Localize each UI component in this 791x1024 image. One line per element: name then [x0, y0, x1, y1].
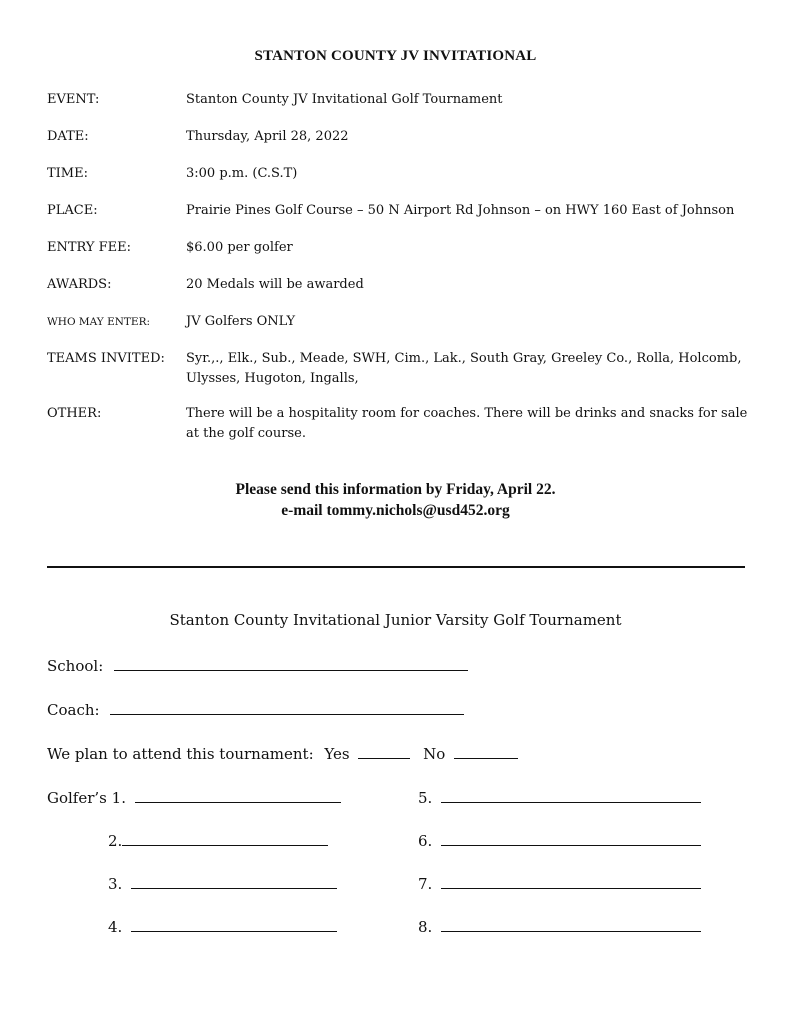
detail-label: WHO MAY ENTER: — [47, 316, 151, 328]
golfer-row-4 — [108, 915, 337, 937]
golfer-number: 4. — [108, 918, 123, 936]
school-field — [47, 654, 468, 676]
detail-label: ENTRY FEE: — [47, 240, 132, 255]
yes-label: Yes — [324, 745, 350, 763]
no-label: No — [423, 745, 446, 763]
detail-label: OTHER: — [47, 406, 102, 421]
golfer-row-7 — [418, 872, 701, 894]
golfer-row-6 — [418, 829, 701, 851]
golfers-prefix: Golfer’s — [47, 789, 107, 807]
detail-value: 20 Medals will be awarded — [186, 277, 364, 292]
section-divider — [47, 566, 745, 568]
detail-value: Syr.,., Elk., Sub., Meade, SWH, Cim., Lak., South Gray, Greeley Co., Rolla, Holcomb, Ulysses, Hugoton, Ingalls, — [186, 351, 742, 386]
detail-label: EVENT: — [47, 92, 100, 107]
detail-label: DATE: — [47, 129, 89, 144]
detail-value: There will be a hospitality room for coaches. There will be drinks and snacks for sale at the golf course. — [186, 406, 748, 441]
school-label: School: — [47, 657, 104, 675]
golfer-blank[interactable] — [441, 915, 701, 932]
form-title: Stanton County Invitational Junior Varsity Golf Tournament — [169, 611, 622, 629]
attendance-field — [47, 742, 518, 764]
coach-field — [47, 698, 464, 720]
detail-label: AWARDS: — [47, 277, 112, 292]
golfer-blank[interactable] — [135, 786, 341, 803]
golfer-blank[interactable] — [441, 872, 701, 889]
golfer-row-5 — [418, 786, 701, 808]
golfer-blank[interactable] — [131, 915, 337, 932]
golfer-blank[interactable] — [441, 829, 701, 846]
deadline-notice: Please send this information by Friday, April 22. — [235, 481, 556, 498]
golfer-blank[interactable] — [131, 872, 337, 889]
golfer-number: 2. — [108, 832, 123, 850]
golfer-row-2 — [108, 829, 328, 851]
golfer-row-8 — [418, 915, 701, 937]
page-title: STANTON COUNTY JV INVITATIONAL — [254, 48, 537, 64]
golfer-row-3 — [108, 872, 337, 894]
golfer-number: 5. — [418, 789, 433, 807]
detail-label: TIME: — [47, 166, 88, 181]
coach-blank[interactable] — [110, 698, 464, 715]
contact-email: e-mail tommy.nichols@usd452.org — [281, 502, 510, 519]
coach-label: Coach: — [47, 701, 100, 719]
golfer-row-1 — [47, 786, 341, 808]
attend-label: We plan to attend this tournament: — [47, 745, 314, 763]
yes-blank[interactable] — [358, 742, 410, 759]
detail-label: PLACE: — [47, 203, 98, 218]
golfer-number: 8. — [418, 918, 433, 936]
golfer-number: 7. — [418, 875, 433, 893]
golfer-number: 3. — [108, 875, 123, 893]
detail-value: Stanton County JV Invitational Golf Tournament — [186, 92, 503, 107]
golfer-number: 1. — [111, 789, 126, 807]
detail-value: 3:00 p.m. (C.S.T) — [186, 166, 298, 181]
detail-value: JV Golfers ONLY — [186, 314, 296, 329]
detail-value: $6.00 per golfer — [186, 240, 293, 255]
detail-value: Thursday, April 28, 2022 — [186, 129, 349, 144]
no-blank[interactable] — [454, 742, 518, 759]
detail-value: Prairie Pines Golf Course – 50 N Airport Rd Johnson – on HWY 160 East of Johnson — [186, 203, 735, 218]
school-blank[interactable] — [114, 654, 468, 671]
detail-label: TEAMS INVITED: — [47, 351, 165, 366]
golfer-blank[interactable] — [441, 786, 701, 803]
golfer-blank[interactable] — [122, 829, 328, 846]
golfer-number: 6. — [418, 832, 433, 850]
